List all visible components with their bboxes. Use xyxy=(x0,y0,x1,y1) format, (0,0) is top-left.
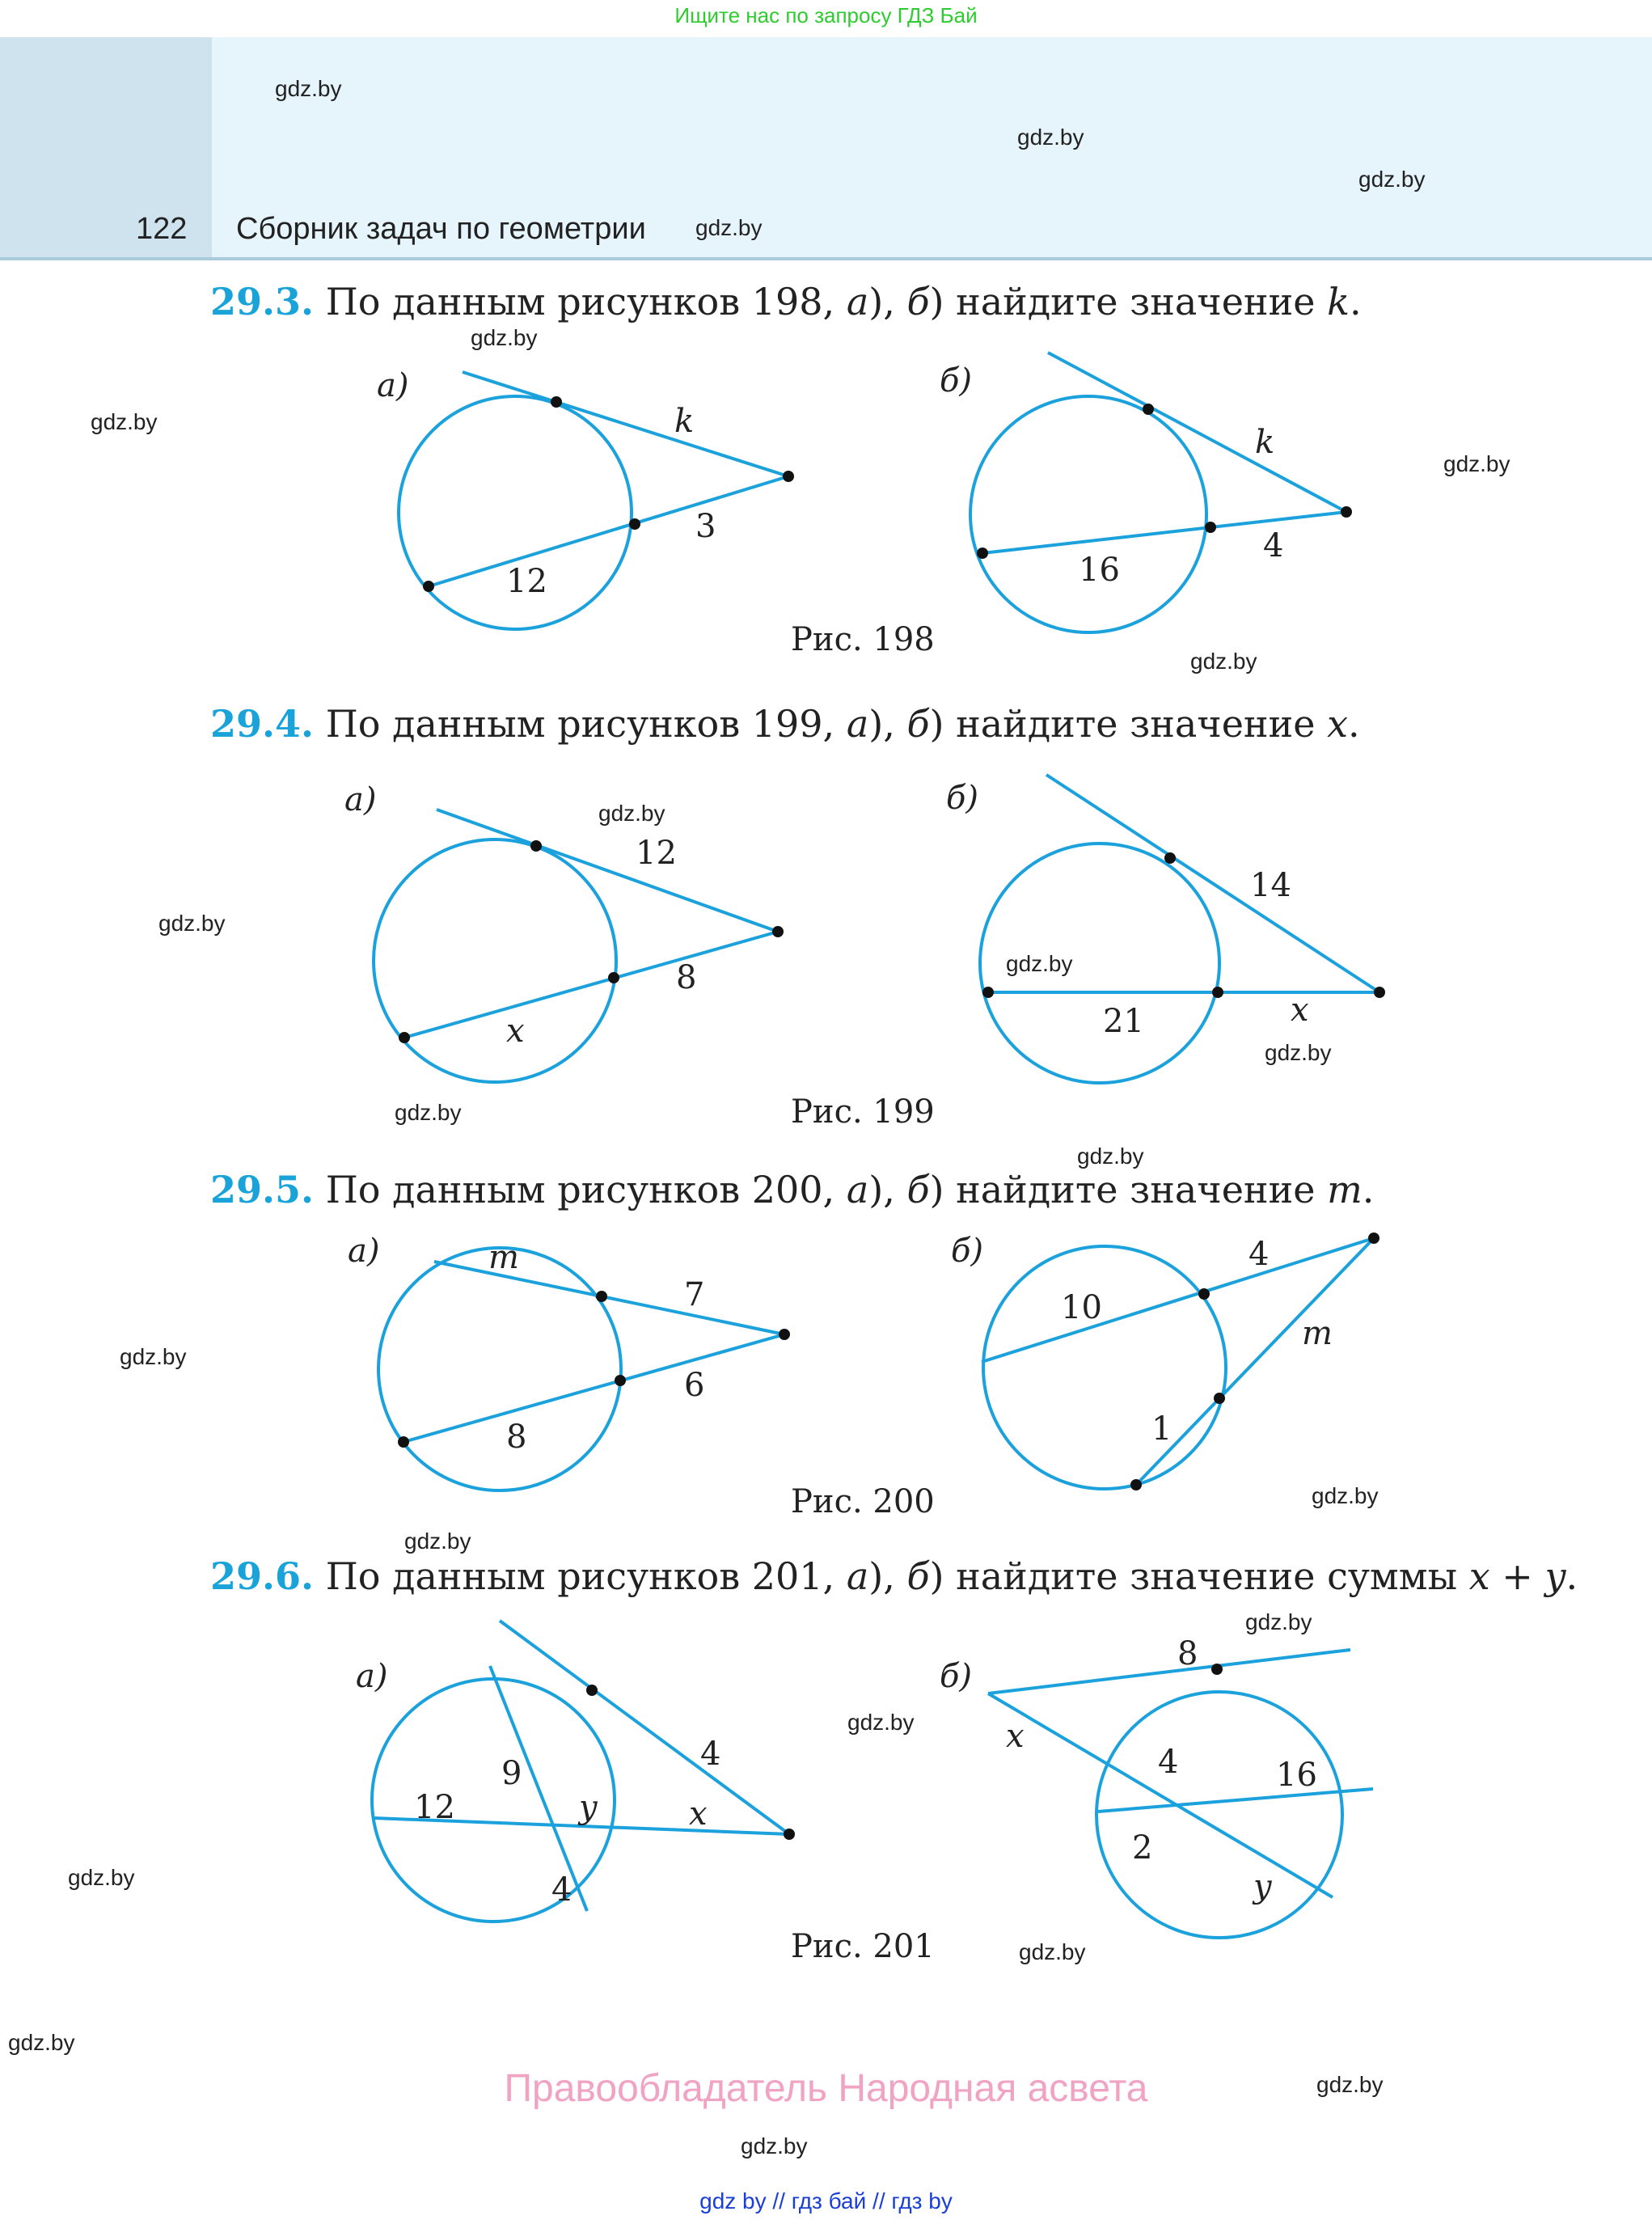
intersection-point xyxy=(615,1375,626,1386)
figure-caption-201: Рис. 201 xyxy=(791,1928,935,1965)
segment-label: 4 xyxy=(1249,1236,1270,1273)
circle xyxy=(983,1246,1226,1489)
watermark: gdz.by xyxy=(91,409,158,434)
circle xyxy=(374,839,616,1082)
intersection-point xyxy=(1214,1393,1225,1404)
segment-label-m: m xyxy=(488,1239,519,1276)
problem-variable: m xyxy=(1327,1168,1363,1211)
problem-text: . xyxy=(1349,280,1362,323)
subfigure-label: б) xyxy=(946,780,979,817)
subfigure-label: б) xyxy=(940,362,973,400)
problem-number: 29.3. xyxy=(210,280,315,323)
figure-200b xyxy=(951,1233,1379,1490)
subfigure-label: а) xyxy=(377,367,409,404)
circle xyxy=(378,1248,621,1490)
secant-line xyxy=(404,932,778,1038)
top-banner[interactable]: Ищите нас по запросу ГДЗ Бай xyxy=(674,3,978,27)
subfigure-label: а) xyxy=(348,1233,380,1270)
problem-text: По данным рисунков 198, xyxy=(325,280,847,323)
intersection-point xyxy=(423,581,434,592)
segment-label: 6 xyxy=(684,1367,705,1404)
problem-variable: x xyxy=(1327,702,1349,746)
figure-201a xyxy=(356,1621,795,1922)
segment-label: 12 xyxy=(636,835,677,872)
segment-label: 1 xyxy=(1151,1410,1172,1448)
subfigure-b-ref: б xyxy=(906,280,930,323)
bottom-links[interactable]: gdz by // гдз бай // гдз by xyxy=(699,2188,953,2213)
external-point xyxy=(1341,506,1352,518)
circle xyxy=(1096,1692,1342,1938)
segment-label-x: x xyxy=(506,1013,525,1050)
segment-label-m: m xyxy=(1302,1315,1333,1352)
watermark: gdz.by xyxy=(275,76,342,101)
intersection-point xyxy=(629,518,640,530)
subfigure-b-ref: б xyxy=(906,1554,930,1598)
watermark: gdz.by xyxy=(1077,1144,1144,1169)
watermark: gdz.by xyxy=(1443,451,1510,476)
secant-line xyxy=(403,1334,784,1442)
tangent-point xyxy=(1164,852,1176,864)
intersection-point xyxy=(596,1291,607,1302)
subfigure-label: б) xyxy=(951,1233,984,1270)
subfigure-label: а) xyxy=(344,781,377,818)
subfigure-a-ref: а xyxy=(846,1554,869,1598)
secant-line xyxy=(982,512,1346,553)
subfigure-a-ref: а xyxy=(846,280,869,323)
segment-label: 7 xyxy=(684,1276,705,1313)
segment-label: 16 xyxy=(1079,552,1120,589)
intersection-point xyxy=(608,972,619,983)
watermark: gdz.by xyxy=(68,1865,135,1890)
book-title: Сборник задач по геометрии xyxy=(236,212,646,246)
watermark: gdz.by xyxy=(847,1710,915,1735)
watermark: gdz.by xyxy=(598,801,665,826)
problem-text: ) найдите значение xyxy=(929,280,1328,323)
watermark: gdz.by xyxy=(1019,1939,1086,1964)
external-point xyxy=(1374,987,1385,998)
figure-caption-198: Рис. 198 xyxy=(791,621,935,658)
problem-text: По данным рисунков 200, xyxy=(325,1168,847,1211)
figure-200a xyxy=(348,1233,790,1490)
problem-variable: x + y xyxy=(1468,1554,1566,1598)
subfigure-a-ref: а xyxy=(846,1168,869,1211)
segment-label-k: k xyxy=(674,403,695,440)
segment-label: 4 xyxy=(700,1736,721,1773)
subfigure-b-ref: б xyxy=(906,1168,930,1211)
figure-caption-200: Рис. 200 xyxy=(791,1483,935,1520)
figure-201b xyxy=(940,1635,1373,1938)
watermark: gdz.by xyxy=(1006,951,1073,976)
watermark: gdz.by xyxy=(404,1528,471,1554)
intersection-point xyxy=(1212,987,1223,998)
segment-label: 21 xyxy=(1103,1003,1144,1040)
tangent-point xyxy=(1143,404,1154,415)
intersection-point xyxy=(398,1436,409,1448)
watermark: gdz.by xyxy=(1312,1483,1379,1508)
tangent-point xyxy=(586,1685,598,1696)
segment-label: 4 xyxy=(551,1871,572,1909)
problem-text: ), xyxy=(868,1554,907,1598)
segment-label-y: y xyxy=(579,1789,598,1826)
tangent-line xyxy=(988,1650,1350,1693)
problem-number: 29.5. xyxy=(210,1168,315,1211)
problem-text: ), xyxy=(868,1168,907,1211)
figure-198a xyxy=(377,367,794,629)
external-point xyxy=(1368,1233,1379,1244)
segment-label-y: y xyxy=(1253,1868,1272,1905)
problem-text: По данным рисунков 199, xyxy=(325,702,847,746)
watermark: gdz.by xyxy=(1190,649,1257,674)
tangent-point xyxy=(1211,1664,1223,1675)
segment-label-k: k xyxy=(1255,424,1275,461)
secant-line xyxy=(429,476,788,586)
problem-variable: k xyxy=(1327,280,1350,323)
intersection-point xyxy=(399,1032,410,1043)
problem-text: ) найдите значение суммы xyxy=(929,1554,1469,1598)
external-point xyxy=(783,471,794,482)
segment-label: 4 xyxy=(1263,527,1284,564)
segment-label: 3 xyxy=(695,508,716,545)
secant-line xyxy=(434,1262,784,1334)
problem-text: . xyxy=(1362,1168,1375,1211)
circle xyxy=(970,396,1206,632)
segment-label: 12 xyxy=(414,1789,455,1826)
page-number: 122 xyxy=(136,212,188,246)
watermark: gdz.by xyxy=(8,2030,75,2055)
watermark: gdz.by xyxy=(1316,2072,1384,2097)
problem-text: . xyxy=(1348,702,1360,746)
chord xyxy=(1098,1789,1373,1812)
tangent-line xyxy=(1046,775,1379,992)
segment-label: 8 xyxy=(506,1419,527,1456)
watermark: gdz.by xyxy=(1265,1040,1332,1065)
problem-number: 29.6. xyxy=(210,1554,315,1598)
segment-label-x: x xyxy=(1006,1718,1025,1755)
external-point xyxy=(784,1829,795,1840)
tangent-point xyxy=(530,840,542,852)
external-point xyxy=(772,926,784,937)
intersection-point xyxy=(982,987,994,998)
tangent-line xyxy=(463,372,788,476)
intersection-point xyxy=(1205,522,1216,533)
circle xyxy=(980,844,1219,1083)
problem-text: ), xyxy=(868,280,907,323)
watermark: gdz.by xyxy=(1245,1609,1312,1634)
watermark: gdz.by xyxy=(1358,167,1426,192)
problem-text: По данным рисунков 201, xyxy=(325,1554,847,1598)
segment-label: 8 xyxy=(676,959,697,996)
tangent-point xyxy=(551,396,562,408)
segment-label: 4 xyxy=(1158,1744,1179,1781)
problem-text: ), xyxy=(868,702,907,746)
subfigure-a-ref: а xyxy=(846,702,869,746)
segment-label-x: x xyxy=(689,1795,708,1833)
watermark: gdz.by xyxy=(120,1344,187,1369)
problem-text: . xyxy=(1565,1554,1578,1598)
segment-label: 14 xyxy=(1250,867,1291,904)
intersection-point xyxy=(1198,1288,1210,1300)
figure-199a xyxy=(344,781,784,1082)
watermark: gdz.by xyxy=(395,1100,462,1125)
figure-caption-199: Рис. 199 xyxy=(791,1093,935,1131)
watermark: gdz.by xyxy=(741,2133,808,2158)
intersection-point xyxy=(977,548,988,559)
watermark: gdz.by xyxy=(158,911,226,936)
segment-label: 8 xyxy=(1177,1635,1198,1672)
subfigure-label: б) xyxy=(940,1658,973,1695)
segment-label: 2 xyxy=(1132,1829,1153,1867)
watermark: gdz.by xyxy=(1017,125,1084,150)
tangent-line xyxy=(1048,353,1346,512)
figure-198b xyxy=(940,353,1352,632)
problem-number: 29.4. xyxy=(210,702,315,746)
problem-text: ) найдите значение xyxy=(929,702,1328,746)
copyright-notice: Правообладатель Народная асвета xyxy=(504,2067,1148,2110)
figure-199b xyxy=(946,775,1385,1083)
segment-label-x: x xyxy=(1291,991,1309,1029)
segment-label: 16 xyxy=(1276,1757,1317,1794)
watermark: gdz.by xyxy=(695,215,763,240)
segment-label: 12 xyxy=(506,563,547,600)
segment-label: 10 xyxy=(1061,1289,1102,1326)
segment-label: 9 xyxy=(501,1755,522,1792)
watermark: gdz.by xyxy=(471,325,538,350)
subfigure-b-ref: б xyxy=(906,702,930,746)
subfigure-label: а) xyxy=(356,1658,388,1695)
external-point xyxy=(779,1329,790,1340)
problem-text: ) найдите значение xyxy=(929,1168,1328,1211)
intersection-point xyxy=(1130,1479,1142,1490)
